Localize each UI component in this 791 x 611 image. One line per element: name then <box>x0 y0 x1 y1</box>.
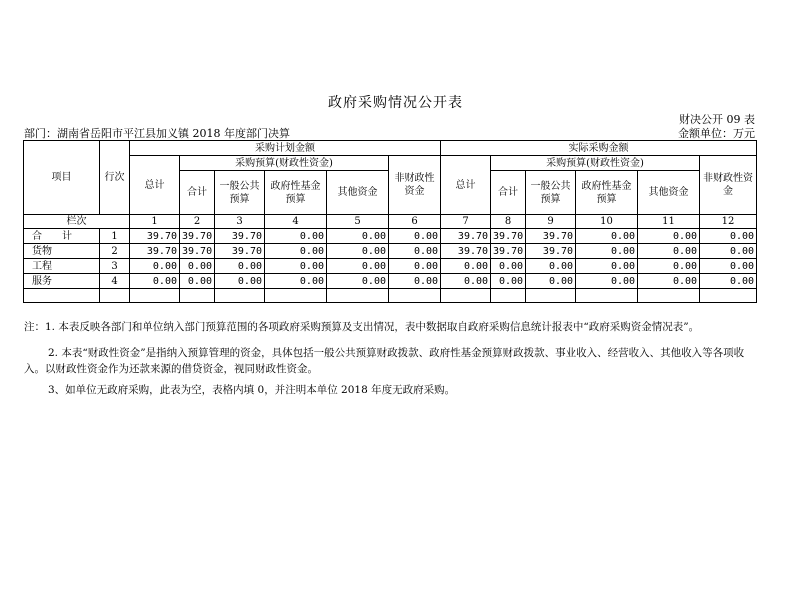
header-plan-other-funds: 其他资金 <box>327 171 389 215</box>
amount-cell: 0.00 <box>576 244 638 259</box>
department-label: 部门：湖南省岳阳市平江县加义镇 2018 年度部门决算 <box>24 127 290 140</box>
column-number: 10 <box>576 215 638 229</box>
column-number: 1 <box>130 215 180 229</box>
header-actual-non-fiscal: 非财政性资金 <box>700 156 757 215</box>
amount-cell: 0.00 <box>526 274 576 289</box>
amount-cell: 0.00 <box>327 244 389 259</box>
header-plan-total: 总计 <box>130 156 180 215</box>
amount-cell: 0.00 <box>389 259 441 274</box>
amount-cell: 0.00 <box>638 229 700 244</box>
column-number: 4 <box>265 215 327 229</box>
amount-cell: 0.00 <box>327 259 389 274</box>
amount-cell: 0.00 <box>491 259 526 274</box>
amount-cell: 0.00 <box>265 274 327 289</box>
header-actual-budget-group: 采购预算(财政性资金) <box>491 156 700 171</box>
amount-cell: 0.00 <box>215 274 265 289</box>
amount-cell: 39.70 <box>180 229 215 244</box>
header-plan-budget-group: 采购预算(财政性资金) <box>180 156 389 171</box>
amount-cell: 0.00 <box>180 274 215 289</box>
amount-cell: 0.00 <box>130 259 180 274</box>
header-actual-general-public: 一般公共预算 <box>526 171 576 215</box>
table-row <box>24 274 757 289</box>
amount-cell: 0.00 <box>265 244 327 259</box>
amount-unit-label: 金额单位：万元 <box>678 127 755 140</box>
column-number: 6 <box>389 215 441 229</box>
header-row-no: 行次 <box>100 141 130 215</box>
table-row <box>24 229 757 244</box>
header-actual-total: 总计 <box>441 156 491 215</box>
amount-cell: 39.70 <box>491 229 526 244</box>
column-number: 5 <box>327 215 389 229</box>
header-actual-other-funds: 其他资金 <box>638 171 700 215</box>
amount-cell: 39.70 <box>215 244 265 259</box>
amount-cell: 0.00 <box>576 259 638 274</box>
column-number: 7 <box>441 215 491 229</box>
header-plan-general-public: 一般公共预算 <box>215 171 265 215</box>
row-label: 货物 <box>24 244 100 259</box>
note-1: 注：1. 本表反映各部门和单位纳入部门预算范围的各项政府采购预算及支出情况，表中数据取自政府采购信息统计报表中“政府采购资金情况表”。 <box>24 321 700 333</box>
row-label: 工程 <box>24 259 100 274</box>
row-number: 2 <box>100 244 130 259</box>
amount-cell: 0.00 <box>180 259 215 274</box>
amount-cell: 39.70 <box>491 244 526 259</box>
amount-cell: 0.00 <box>327 274 389 289</box>
amount-cell: 0.00 <box>526 259 576 274</box>
amount-cell: 39.70 <box>130 229 180 244</box>
amount-cell: 0.00 <box>700 274 757 289</box>
amount-cell: 39.70 <box>130 244 180 259</box>
amount-cell: 0.00 <box>389 274 441 289</box>
amount-cell: 39.70 <box>441 244 491 259</box>
note-3: 3、如单位无政府采购，此表为空，表格内填 0，并注明本单位 2018 年度无政府采购。 <box>48 384 456 396</box>
header-actual-gov-fund: 政府性基金预算 <box>576 171 638 215</box>
form-number: 财决公开 09 表 <box>679 113 755 126</box>
table-row <box>24 244 757 259</box>
header-plan-gov-fund: 政府性基金预算 <box>265 171 327 215</box>
amount-cell: 39.70 <box>526 244 576 259</box>
procurement-table <box>23 140 757 303</box>
amount-cell: 0.00 <box>638 259 700 274</box>
amount-cell: 0.00 <box>700 229 757 244</box>
amount-cell: 0.00 <box>265 259 327 274</box>
header-plan-group: 采购计划金额 <box>130 141 441 156</box>
row-number: 3 <box>100 259 130 274</box>
column-index-row <box>24 215 757 229</box>
amount-cell: 0.00 <box>389 244 441 259</box>
column-number: 11 <box>638 215 700 229</box>
amount-cell: 0.00 <box>441 274 491 289</box>
column-number: 9 <box>526 215 576 229</box>
blank-row <box>24 289 757 303</box>
amount-cell: 0.00 <box>576 274 638 289</box>
amount-cell: 39.70 <box>526 229 576 244</box>
amount-cell: 0.00 <box>700 244 757 259</box>
column-number: 2 <box>180 215 215 229</box>
column-number: 12 <box>700 215 757 229</box>
amount-cell: 0.00 <box>638 244 700 259</box>
row-number: 4 <box>100 274 130 289</box>
header-plan-subtotal: 合计 <box>180 171 215 215</box>
column-index-label: 栏次 <box>24 215 130 229</box>
amount-cell: 0.00 <box>215 259 265 274</box>
amount-cell: 0.00 <box>265 229 327 244</box>
header-item: 项目 <box>24 141 100 215</box>
row-number: 1 <box>100 229 130 244</box>
page-title: 政府采购情况公开表 <box>328 95 463 111</box>
amount-cell: 0.00 <box>491 274 526 289</box>
header-plan-non-fiscal: 非财政性资金 <box>389 156 441 215</box>
table-row <box>24 259 757 274</box>
column-number: 8 <box>491 215 526 229</box>
amount-cell: 0.00 <box>700 259 757 274</box>
column-number: 3 <box>215 215 265 229</box>
amount-cell: 39.70 <box>215 229 265 244</box>
amount-cell: 0.00 <box>327 229 389 244</box>
amount-cell: 0.00 <box>638 274 700 289</box>
amount-cell: 0.00 <box>441 259 491 274</box>
amount-cell: 39.70 <box>180 244 215 259</box>
header-actual-group: 实际采购金额 <box>441 141 757 156</box>
amount-cell: 0.00 <box>576 229 638 244</box>
amount-cell: 0.00 <box>389 229 441 244</box>
header-actual-subtotal: 合计 <box>491 171 526 215</box>
row-label: 服务 <box>24 274 100 289</box>
amount-cell: 0.00 <box>130 274 180 289</box>
row-label: 合 计 <box>24 229 100 244</box>
note-2: 2. 本表“财政性资金”是指纳入预算管理的资金，具体包括一般公共预算财政拨款、政府性基金预算财政拨款、事业收入、经营收入、其他收入等各项收入。以财政性资金作为还款来源的借贷资金，视同财政性资金。 <box>24 347 745 375</box>
amount-cell: 39.70 <box>441 229 491 244</box>
